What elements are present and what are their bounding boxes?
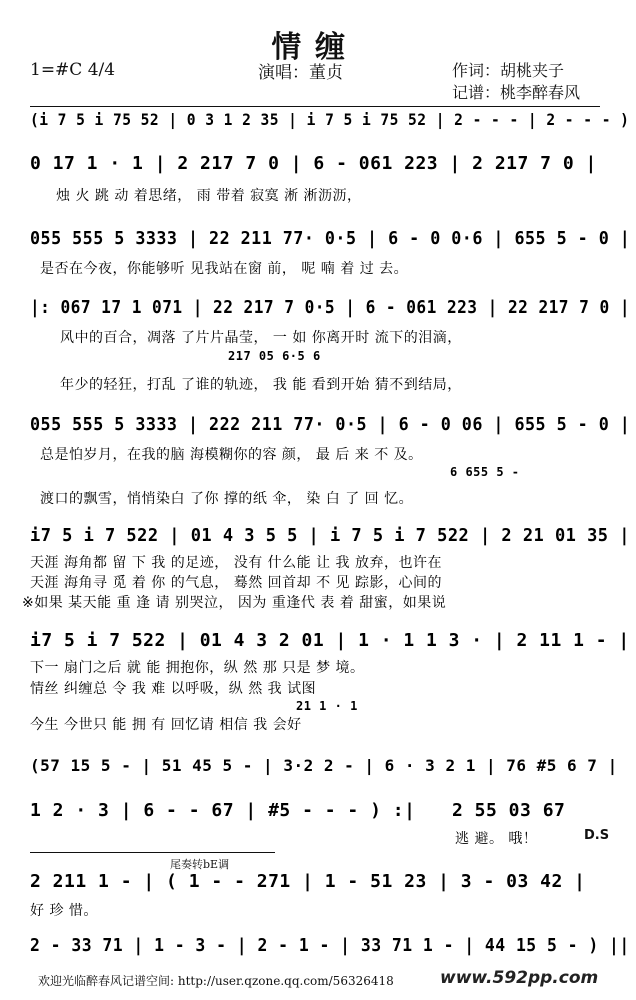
- score-variant: 6 655 5 -: [450, 465, 520, 479]
- footer-credit: 欢迎光临醉春风记谱空间: http://user.qzone.qq.com/56326418: [38, 974, 394, 988]
- score-line-interlude: (57 15 5 - | 51 45 5 - | 3·2 2 - | 6 · 3 2 1 | 76 #5 6 7 |: [30, 756, 618, 775]
- score-variant: 217 05 6·5 6: [228, 349, 321, 363]
- score-line: |: 067 17 1 071 | 22 217 7 0·5 | 6 - 061 223 | 22 217 7 0 |: [30, 297, 630, 318]
- score-variant: 21 1 · 1: [296, 699, 358, 713]
- score-line-intro: (i 7 5 i 75 52 | 0 3 1 2 35 | i 7 5 i 75 52 | 2 - - - | 2 - - - ): [30, 110, 630, 129]
- lyric-line: 风中的百合，凋落 了片片晶莹， 一 如 你离开时 流下的泪滴，: [60, 330, 462, 346]
- lyric-line: ※如果 某天能 重 逢 请 别哭泣， 因为 重逢代 表 着 甜蜜，如果说: [22, 595, 447, 611]
- song-title: 情缠: [271, 30, 359, 65]
- lyric-line: 总是怕岁月，在我的脑 海模糊你的容 颜， 最 后 来 不 及。: [40, 447, 423, 463]
- lyric-line: 年少的轻狂，打乱 了谁的轨迹， 我 能 看到开始 猜不到结局，: [60, 377, 462, 393]
- score-line: 2 211 1 - | ( 1 - - 271 | 1 - 51 23 | 3 - 03 42 |: [30, 871, 586, 892]
- lyric-line: 今生 今世只 能 拥 有 回忆请 相信 我 会好: [30, 717, 302, 733]
- lyric-line: 好 珍 惜。: [30, 903, 98, 919]
- staff-rule: [30, 106, 600, 107]
- lyric-line: 下一 扇门之后 就 能 拥抱你，纵 然 那 只是 梦 境。: [30, 660, 365, 676]
- score-line: 055 555 5 3333 | 22 211 77· 0·5 | 6 - 0 0·6 | 655 5 - 0 |: [30, 228, 631, 249]
- volta-bracket: [30, 852, 275, 853]
- lyricist: 作词：胡桃夹子: [452, 61, 565, 80]
- lyric-line: 逃 避。 哦！: [455, 831, 538, 847]
- ds-marker: D.S: [584, 828, 610, 843]
- score-line: i7 5 i 7 522 | 01 4 3 2 01 | 1 · 1 1 3 · | 2 11 1 - |: [30, 630, 630, 651]
- lyric-line: 天涯 海角寻 觅 着 你 的气息， 蓦然 回首却 不 见 踪影，心间的: [30, 575, 443, 591]
- score-line: 055 555 5 3333 | 222 211 77· 0·5 | 6 - 0 06 | 655 5 - 0 |: [30, 414, 631, 435]
- score-line-outro: 2 - 33 71 | 1 - 3 - | 2 - 1 - | 33 71 1 - | 44 15 5 - ) ||: [30, 935, 630, 956]
- modulation-note: 尾奏转bE调: [170, 858, 230, 871]
- lyric-line: 渡口的飘雪，悄悄染白 了你 撑的纸 伞， 染 白 了 回 忆。: [40, 491, 414, 507]
- lyric-line: 烛 火 跳 动 着思绪， 雨 带着 寂寞 淅 淅沥沥，: [56, 188, 362, 204]
- score-line: i7 5 i 7 522 | 01 4 3 5 5 | i 7 5 i 7 522 | 2 21 01 35 |: [30, 525, 630, 546]
- transcriber: 记谱：桃李醉春风: [452, 83, 581, 102]
- key-signature: 1=#C 4/4: [30, 60, 116, 80]
- site-watermark: www.592pp.com: [440, 968, 599, 988]
- lyric-line: 是否在今夜，你能够听 见我站在窗 前， 呢 喃 着 过 去。: [40, 261, 409, 277]
- singer: 演唱：董贞: [258, 63, 343, 83]
- score-line-ending: 2 55 03 67: [452, 800, 566, 821]
- score-line: 0 17 1 · 1 | 2 217 7 0 | 6 - 061 223 | 2 217 7 0 |: [30, 153, 597, 174]
- score-line: 1 2 · 3 | 6 - - 67 | #5 - - - ) :|: [30, 800, 416, 821]
- lyric-line: 天涯 海角都 留 下 我 的足迹， 没有 什么能 让 我 放弃，也许在: [30, 555, 443, 571]
- lyric-line: 情丝 纠缠总 令 我 难 以呼吸，纵 然 我 试图: [30, 681, 317, 697]
